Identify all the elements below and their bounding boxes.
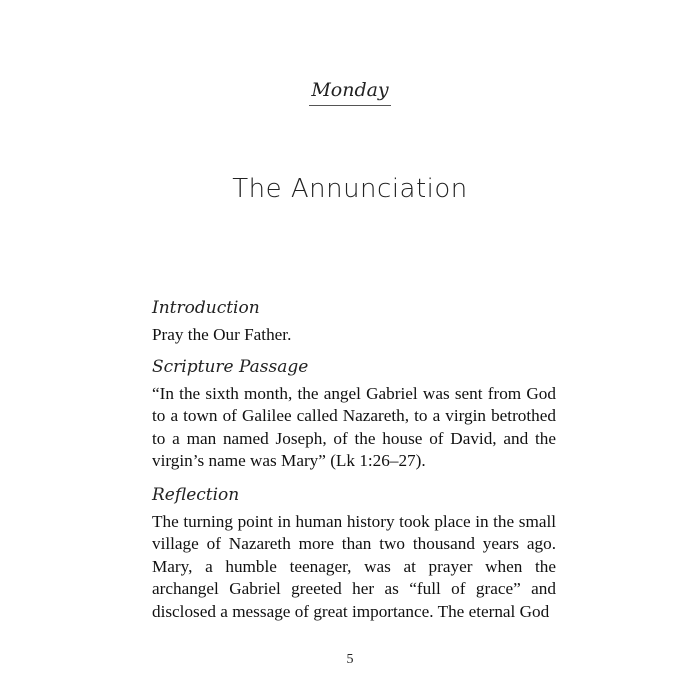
scripture-heading: Scripture Passage (152, 356, 309, 377)
page-number: 5 (346, 652, 354, 667)
scripture-text: “In the sixth month, the angel Gabriel was sent from God to a town of Galilee called Nazareth, to a virgin betrothed to a man named Joseph, of the house of David, and the virgin’s name was Mary” (Lk 1:26–27). (152, 383, 556, 470)
reflection-section (152, 483, 556, 624)
section-spacer (152, 473, 556, 483)
day-label-text: Monday (309, 78, 390, 106)
introduction-heading: Introduction (152, 298, 260, 318)
introduction-text: Pray the Our Father. (152, 325, 292, 344)
scripture-section (152, 355, 556, 473)
reflection-heading: Reflection (152, 484, 240, 505)
section-spacer (152, 347, 556, 355)
reflection-text: The turning point in human history took place in the small village of Nazareth more than two thousand years ago. Mary, a humble teenager, was at prayer when the archangel Gabriel greeted her as “full of grace” and disclosed a message of great importance. The eternal God (152, 511, 556, 621)
introduction-section (152, 296, 556, 347)
page-body (152, 296, 556, 623)
chapter-title: The Annunciation (232, 174, 468, 204)
day-label (0, 78, 700, 106)
